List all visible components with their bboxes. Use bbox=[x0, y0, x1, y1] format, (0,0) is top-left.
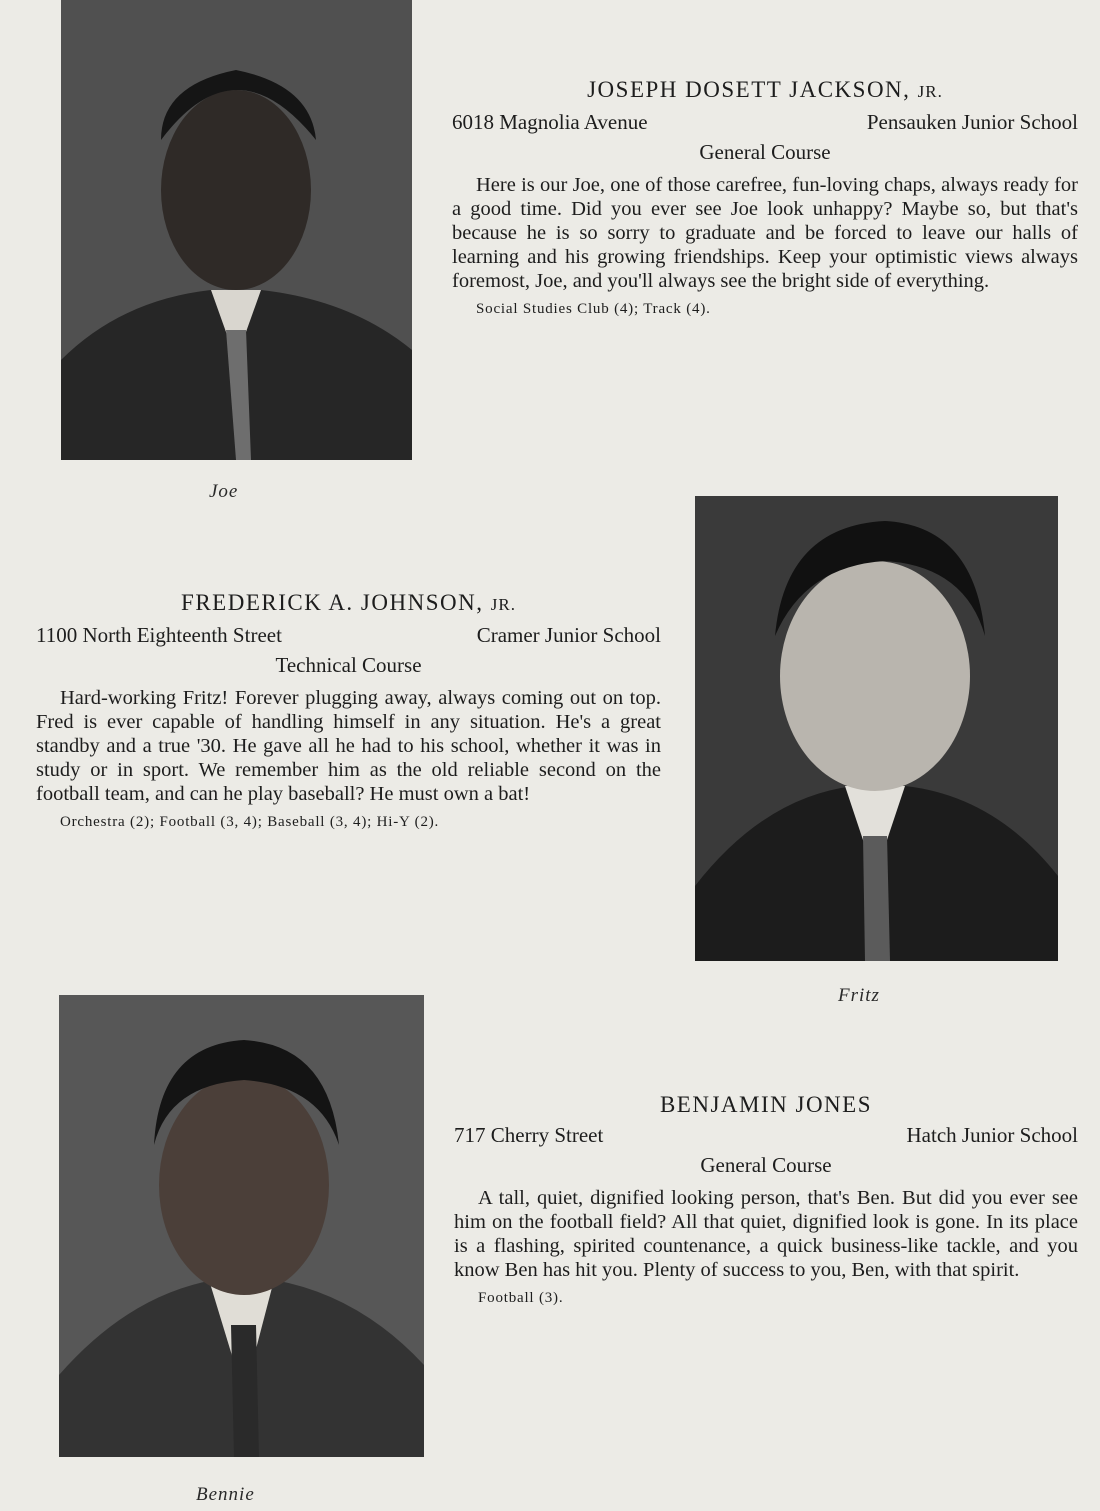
portrait-photo-joe bbox=[61, 0, 412, 460]
portrait-photo-bennie bbox=[59, 995, 424, 1457]
biography-text: Hard-working Fritz! Forever plugging away, always coming out on top. Fred is ever capable of handling himself in any situation. He's a great standby and a true '30. He gave all he had to his school, whether it was in study or in sport. We remember him as the old reliable second on the football team, and can he play baseball? He must own a bat! bbox=[36, 687, 661, 805]
portrait-image bbox=[59, 995, 424, 1457]
student-name-text: JOSEPH DOSETT JACKSON, bbox=[587, 77, 911, 102]
home-address: 717 Cherry Street bbox=[454, 1123, 604, 1147]
student-name bbox=[454, 1090, 1078, 1120]
student-name-text: BENJAMIN JONES bbox=[659, 1092, 873, 1117]
student-name bbox=[36, 588, 661, 620]
student-name-text: FREDERICK A. JOHNSON, bbox=[181, 590, 484, 615]
student-name bbox=[452, 75, 1078, 107]
senior-entry bbox=[454, 1090, 1078, 1308]
senior-entry bbox=[452, 75, 1078, 319]
junior-school: Cramer Junior School bbox=[476, 623, 661, 647]
portrait-image bbox=[695, 496, 1058, 961]
nickname-caption: Joe bbox=[209, 481, 239, 502]
biography-text: A tall, quiet, dignified looking person, that's Ben. But did you ever see him on the football field? All that quiet, dignified look is gone. In its place is a flashing, spirited countenance, a quick business-like tackle, and you know Ben has hit you. Plenty of success to you, Ben, with that spirit. bbox=[454, 1187, 1078, 1281]
portrait-image bbox=[61, 0, 412, 460]
activities-list: Orchestra (2); Football (3, 4); Baseball (3, 4); Hi-Y (2). bbox=[60, 814, 440, 830]
junior-school: Hatch Junior School bbox=[906, 1123, 1078, 1147]
address-row bbox=[452, 107, 1078, 137]
nickname-caption: Fritz bbox=[838, 985, 880, 1006]
name-suffix: JR. bbox=[490, 595, 516, 614]
home-address: 6018 Magnolia Avenue bbox=[452, 110, 648, 134]
address-row bbox=[454, 1120, 1078, 1150]
activities-list: Football (3). bbox=[478, 1290, 564, 1306]
course-name: Technical Course bbox=[275, 653, 422, 677]
junior-school: Pensauken Junior School bbox=[866, 110, 1078, 134]
home-address: 1100 North Eighteenth Street bbox=[36, 623, 282, 647]
course-name: General Course bbox=[699, 140, 831, 164]
portrait-photo-fritz bbox=[695, 496, 1058, 961]
address-row bbox=[36, 620, 661, 650]
senior-entry bbox=[36, 588, 661, 832]
name-suffix: JR. bbox=[917, 82, 943, 101]
activities-list: Social Studies Club (4); Track (4). bbox=[476, 301, 711, 317]
nickname-caption: Bennie bbox=[196, 1484, 255, 1505]
biography-text: Here is our Joe, one of those carefree, fun-loving chaps, always ready for a good time. Did you ever see Joe look unhappy? Maybe so, but that's because he is so sorry to graduate and be forced to leave our halls of learning and his growing friendships. Keep your optimistic views always foremost, Joe, and you'll always see the bright side of everything. bbox=[452, 174, 1078, 292]
course-name: General Course bbox=[700, 1153, 832, 1177]
